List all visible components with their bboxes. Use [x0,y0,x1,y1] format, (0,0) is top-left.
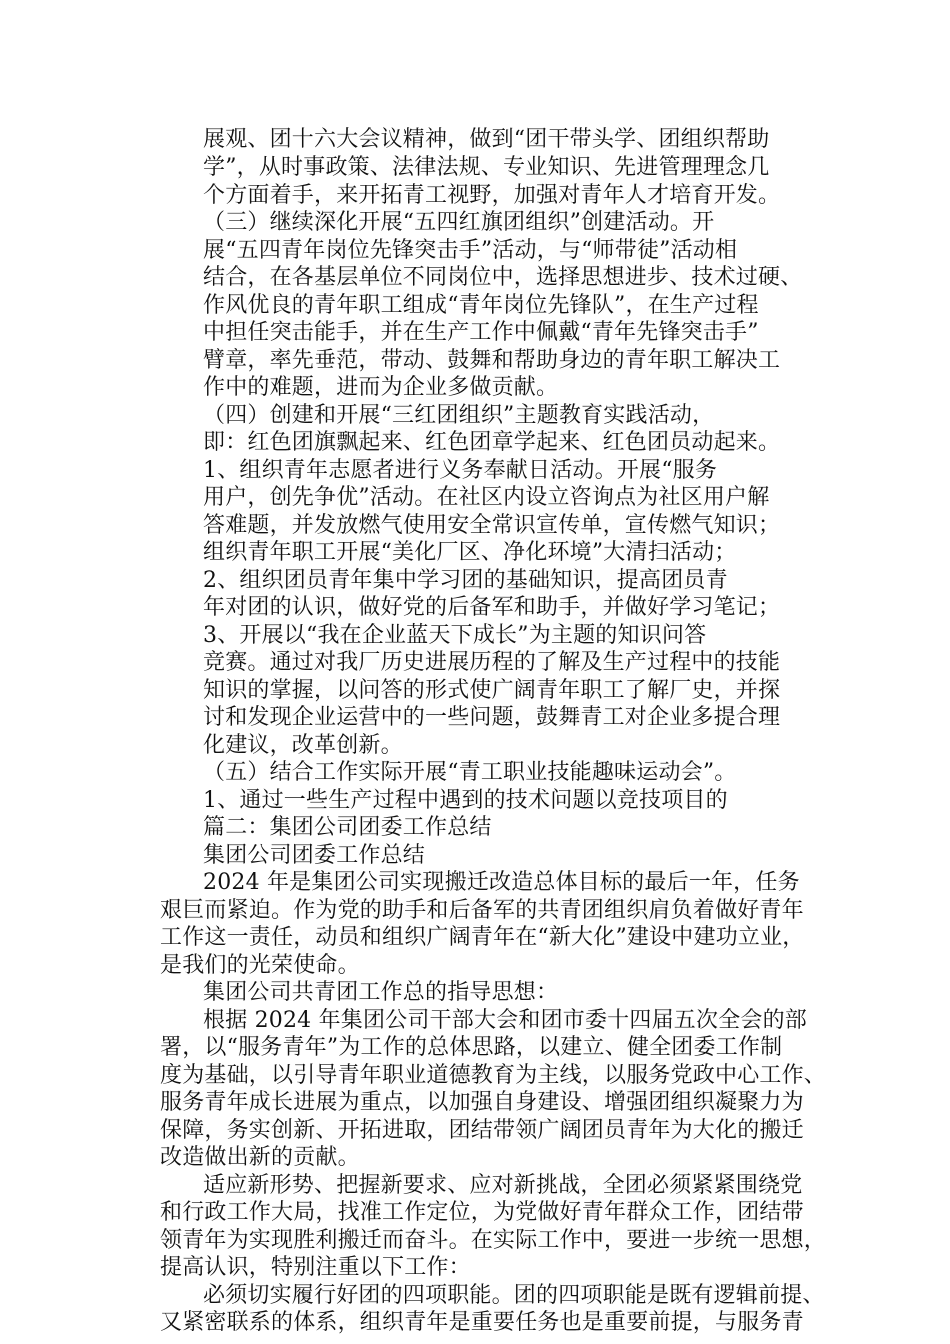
text-line: 知识的掌握，以问答的形式使广阔青年职工了解厂史，并探 [203,678,781,703]
text-line: 讨和发现企业运营中的一些问题，鼓舞青工对企业多提合理 [203,705,781,730]
text-line: 2024 年是集团公司实现搬迁改造总体目标的最后一年，任务 [203,870,800,895]
text-line: 臂章，率先垂范，带动、鼓舞和帮助身边的青年职工解决工 [203,348,781,373]
text-line: 结合，在各基层单位不同岗位中，选择思想进步、技术过硬、 [203,265,803,290]
text-line: 又紧密联系的体系，组织青年是重要任务也是重要前提，与服务青 [160,1310,804,1335]
text-line: 保障，务实创新、开拓进取，团结带领广阔团员青年为大化的搬迁 [160,1118,804,1143]
text-line: 是我们的光荣使命。 [160,953,360,978]
text-line: 中担任突击能手，并在生产工作中佩戴“青年先锋突击手” [203,320,759,345]
text-line: 展观、团十六大会议精神，做到“团干带头学、团组织帮助 [203,127,770,152]
text-line: （四）创建和开展“三红团组织”主题教育实践活动， [203,403,715,428]
text-line: 展“五四青年岗位先锋突击手”活动，与“师带徒”活动相 [203,238,738,263]
text-line: 竞赛。通过对我厂历史进展历程的了解及生产过程中的技能 [203,650,781,675]
text-line: 年对团的认识，做好党的后备军和助手，并做好学习笔记； [203,595,781,620]
section-heading: 篇二：集团公司团委工作总结 [203,815,492,840]
text-line: 组织青年职工开展“美化厂区、净化环境”大清扫活动； [203,540,737,565]
text-line: 艰巨而紧迫。作为党的助手和后备军的共青团组织肩负着做好青年 [160,898,804,923]
text-line: 学”，从时事政策、法律法规、专业知识、先进管理理念几 [203,155,770,180]
text-line: 用户，创先争优”活动。在社区内设立咨询点为社区用户解 [203,485,770,510]
text-line: 1、通过一些生产过程中遇到的技术问题以竞技项目的 [203,788,728,813]
text-line: 3、开展以“我在企业蓝天下成长”为主题的知识问答 [203,623,707,648]
text-line: 集团公司共青团工作总的指导思想： [203,980,559,1005]
text-line: 根据 2024 年集团公司干部大会和团市委十四届五次全会的部 [203,1008,807,1033]
text-line: 2、组织团员青年集中学习团的基础知识，提高团员青 [203,568,728,593]
text-line: 改造做出新的贡献。 [160,1145,360,1170]
text-line: 作中的难题，进而为企业多做贡献。 [203,375,559,400]
text-line: 工作这一责任，动员和组织广阔青年在“新大化”建设中建功立业， [160,925,805,950]
text-line: 化建议，改革创新。 [203,733,403,758]
text-line: 服务青年成长进展为重点，以加强自身建设、增强团组织凝聚力为 [160,1090,804,1115]
text-line: 提高认识，特别注重以下工作： [160,1255,471,1280]
section-subheading: 集团公司团委工作总结 [203,843,426,868]
text-line: 必须切实履行好团的四项职能。团的四项职能是既有逻辑前提、 [203,1283,825,1308]
text-line: 度为基础，以引导青年职业道德教育为主线，以服务党政中心工作、 [160,1063,827,1088]
text-line: （五）结合工作实际开展“青工职业技能趣味运动会”。 [203,760,737,785]
text-line: 领青年为实现胜利搬迁而奋斗。在实际工作中，要进一步统一思想， [160,1228,827,1253]
text-line: 适应新形势、把握新要求、应对新挑战，全团必须紧紧围绕党 [203,1173,803,1198]
text-line: 1、组织青年志愿者进行义务奉献日活动。开展“服务 [203,458,718,483]
text-line: （三）继续深化开展“五四红旗团组织”创建活动。开 [203,210,715,235]
text-line: 个方面着手，来开拓青工视野，加强对青年人才培育开发。 [203,183,781,208]
text-line: 即：红色团旗飘起来、红色团章学起来、红色团员动起来。 [203,430,781,455]
text-line: 作风优良的青年职工组成“青年岗位先锋队”，在生产过程 [203,293,759,318]
text-line: 和行政工作大局，找准工作定位，为党做好青年群众工作，团结带 [160,1200,804,1225]
text-line: 署，以“服务青年”为工作的总体思路，以建立、健全团委工作制 [160,1035,783,1060]
text-line: 答难题，并发放燃气使用安全常识宣传单，宣传燃气知识； [203,513,781,538]
